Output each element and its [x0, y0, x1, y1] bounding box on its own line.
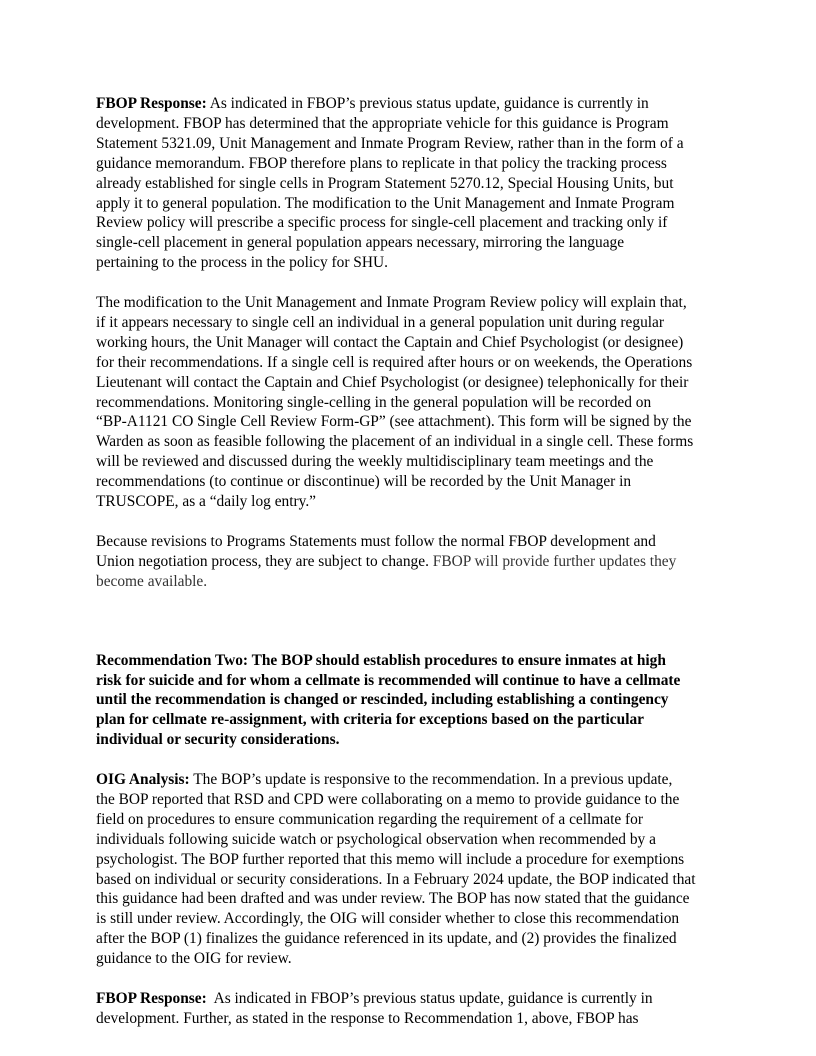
text-line: if it appears necessary to single cell an individual in a general population unit during regular: [96, 313, 664, 331]
revisions-paragraph: [96, 532, 724, 592]
text-line: based on individual or security considerations. In a February 2024 update, the BOP indicated that: [96, 870, 696, 888]
text-line: OIG Analysis: The BOP’s update is responsive to the recommendation. In a previous update,: [96, 771, 673, 789]
text-line: the BOP reported that RSD and CPD were collaborating on a memo to provide guidance to the: [96, 790, 680, 808]
text-line: The modification to the Unit Management and Inmate Program Review policy will explain that,: [96, 294, 687, 312]
text-line: psychologist. The BOP further reported that this memo will include a procedure for exemptions: [96, 850, 685, 868]
text-line: Lieutenant will contact the Captain and Chief Psychologist (or designee) telephonically for their: [96, 373, 689, 391]
fbop-response-label: FBOP Response:: [96, 95, 207, 112]
text-line: this guidance had been drafted and was under review. The BOP has now stated that the guidance: [96, 890, 690, 908]
text-line: already established for single cells in Program Statement 5270.12, Special Housing Units, but: [96, 174, 674, 192]
text-line: field on procedures to ensure communication regarding the requirement of a cellmate for: [96, 810, 644, 828]
oig-analysis-label: OIG Analysis:: [96, 771, 190, 789]
text-line: Warden as soon as feasible following the placement of an individual in a single cell. These forms: [96, 433, 694, 451]
modification-paragraph: [96, 293, 724, 512]
text-line: development. FBOP has determined that the appropriate vehicle for this guidance is Program: [96, 114, 669, 132]
text-line: apply it to general population. The modification to the Unit Management and Inmate Program: [96, 194, 675, 212]
text-line: FBOP Response: As indicated in FBOP’s previous status update, guidance is currently in: [96, 95, 649, 112]
text-line: Review policy will prescribe a specific process for single-cell placement and tracking only if: [96, 214, 668, 232]
text-line: become available.: [96, 572, 208, 590]
text-line: after the BOP (1) finalizes the guidance referenced in its update, and (2) provides the finalized: [96, 930, 677, 948]
text-line: single-cell placement in general population appears necessary, mirroring the language: [96, 234, 625, 252]
text-line: individuals following suicide watch or psychological observation when recommended by a: [96, 830, 656, 848]
oig-analysis-paragraph: [96, 770, 724, 969]
text-line: is still under review. Accordingly, the OIG will consider whether to close this recommendation: [96, 910, 680, 928]
text-line: pertaining to the process in the policy for SHU.: [96, 254, 388, 272]
text-line: FBOP Response: As indicated in FBOP’s previous status update, guidance is currently in: [96, 990, 653, 1007]
text-line: TRUSCOPE, as a “daily log entry.”: [96, 493, 316, 511]
text-line: recommendations (to continue or discontinue) will be recorded by the Unit Manager in: [96, 473, 632, 491]
text-line: guidance to the OIG for review.: [96, 950, 292, 968]
text-line: Union negotiation process, they are subject to change. FBOP will provide further updates they: [96, 552, 677, 570]
text-line: individual or security considerations.: [96, 731, 340, 749]
text-line: Because revisions to Programs Statements must follow the normal FBOP development and: [96, 532, 656, 550]
text-line: “BP-A1121 CO Single Cell Review Form-GP” (see attachment). This form will be signed by the: [96, 413, 692, 431]
fbop-response-paragraph-1: [96, 94, 724, 273]
text-line: development. Further, as stated in the response to Recommendation 1, above, FBOP has: [96, 1009, 639, 1027]
text-line: plan for cellmate re-assignment, with criteria for exceptions based on the particular: [96, 711, 644, 729]
text-line: Statement 5321.09, Unit Management and Inmate Program Review, rather than in the form of a: [96, 134, 684, 152]
fbop-response-paragraph-2: [96, 989, 724, 1029]
text-line: guidance memorandum. FBOP therefore plans to replicate in that policy the tracking process: [96, 154, 667, 172]
document-page: [96, 94, 724, 1049]
text-line: recommendations. Monitoring single-celling in the general population will be recorded on: [96, 393, 652, 411]
fbop-response-label: FBOP Response:: [96, 990, 207, 1007]
text-line: risk for suicide and for whom a cellmate is recommended will continue to have a cellmate: [96, 671, 681, 689]
text-line: for their recommendations. If a single cell is required after hours or on weekends, the Operations: [96, 353, 693, 371]
text-line: Recommendation Two: The BOP should establish procedures to ensure inmates at high: [96, 651, 666, 669]
text-line: will be reviewed and discussed during the weekly multidisciplinary team meetings and the: [96, 453, 654, 471]
recommendation-two-heading: [96, 651, 724, 751]
text-line: until the recommendation is changed or rescinded, including establishing a contingency: [96, 691, 669, 709]
text-line: working hours, the Unit Manager will contact the Captain and Chief Psychologist (or designee): [96, 333, 684, 351]
